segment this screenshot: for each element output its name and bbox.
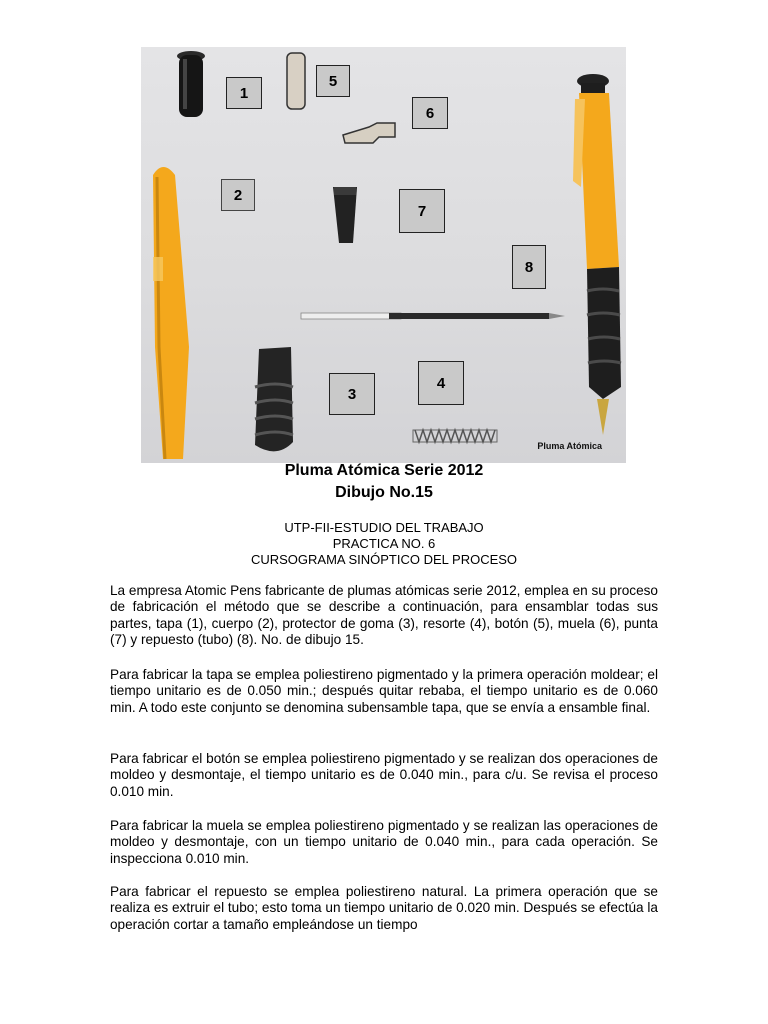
label-4: 4 xyxy=(418,361,464,405)
paragraph-intro: La empresa Atomic Pens fabricante de plumas atómicas serie 2012, emplea en su proceso de fabricación el método que se describe a continuación, para ensamblar todas sus partes, tapa (1), cuerpo (2), protector de goma (3), resorte (4), botón (5), muela (6), punta (7) y repuesto (tubo) (8). No. de dibujo 15. xyxy=(110,583,658,647)
label-1: 1 xyxy=(226,77,262,109)
label-3: 3 xyxy=(329,373,375,415)
label-6: 6 xyxy=(412,97,448,129)
part-button xyxy=(287,53,305,109)
chart-type-heading: CURSOGRAMA SINÓPTICO DEL PROCESO xyxy=(250,552,518,567)
paragraph-cap: Para fabricar la tapa se emplea poliestireno pigmentado y la primera operación moldear; el tiempo unitario es de 0.050 min.; después quitar rebaba, el tiempo unitario es de 0.060 min. A todo este conjunto se denomina subensamble tapa, que se envía a ensamble final. xyxy=(110,667,658,715)
part-rubber-grip xyxy=(255,347,293,451)
document-title: Pluma Atómica Serie 2012 xyxy=(284,462,484,479)
label-8: 8 xyxy=(512,245,546,289)
label-7: 7 xyxy=(399,189,445,233)
part-refill xyxy=(301,313,565,319)
practice-number: PRACTICA NO. 6 xyxy=(332,536,436,551)
part-cap xyxy=(177,51,205,117)
drawing-number: Dibujo No.15 xyxy=(335,484,433,501)
pen-parts-photo xyxy=(141,47,626,463)
assembled-pen xyxy=(573,74,621,435)
label-2: 2 xyxy=(221,179,255,211)
paragraph-button: Para fabricar el botón se emplea poliestireno pigmentado y se realizan dos operaciones de moldeo y desmontaje, el tiempo unitario es de 0.040 min., para c/u. Se revisa el proceso 0.010 min. xyxy=(110,751,658,799)
course-name: UTP-FII-ESTUDIO DEL TRABAJO xyxy=(284,520,484,535)
part-muela xyxy=(343,123,395,143)
pen-parts-drawing xyxy=(141,47,626,463)
part-spring xyxy=(413,430,497,442)
photo-watermark: Pluma Atómica xyxy=(537,441,602,451)
part-tip xyxy=(333,187,357,243)
part-body xyxy=(153,167,189,459)
label-5: 5 xyxy=(316,65,350,97)
paragraph-muela: Para fabricar la muela se emplea poliestireno pigmentado y se realizan las operaciones de moldeo y desmontaje, con un tiempo unitario de 0.040 min., para cada operación. Se inspecciona 0.010 min. xyxy=(110,818,658,866)
paragraph-refill: Para fabricar el repuesto se emplea poliestireno natural. La primera operación que se realiza es extruir el tubo; esto toma un tiempo unitario de 0.020 min. Después se efectúa la operación cortar a tamaño empleándose un tiempo xyxy=(110,884,658,932)
